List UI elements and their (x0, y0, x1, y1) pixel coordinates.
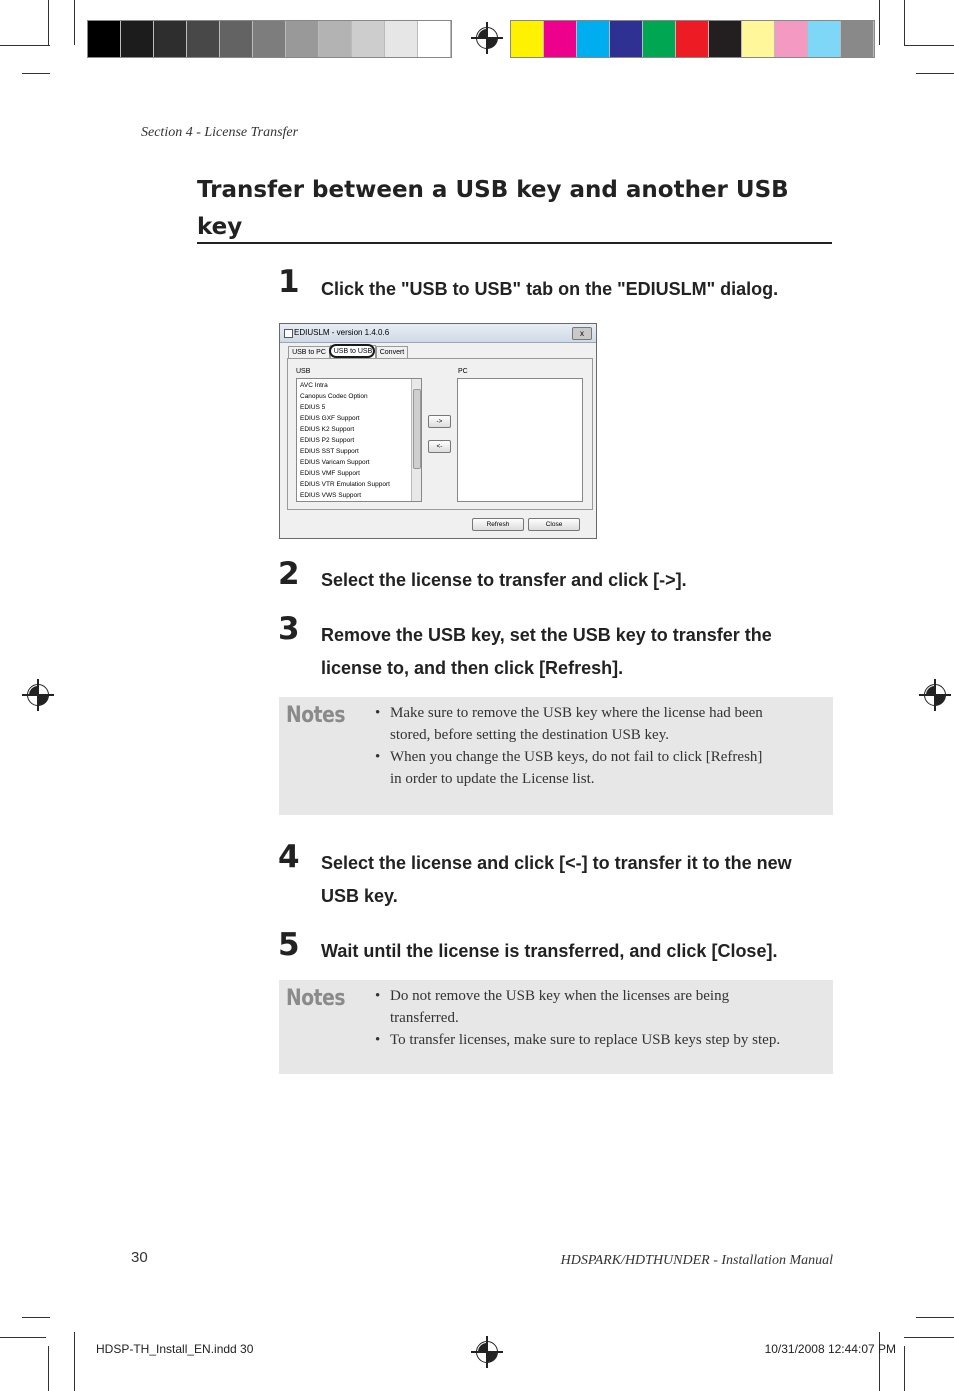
color-swatch (352, 21, 385, 57)
step-text: Select the license to transfer and click [->]. (321, 570, 687, 590)
registration-mark-icon (27, 684, 49, 706)
color-swatch (841, 21, 874, 57)
tab-usb-to-pc[interactable]: USB to PC (288, 346, 330, 359)
color-swatch (643, 21, 676, 57)
crop-mark (74, 0, 75, 45)
crop-mark (74, 1332, 75, 1391)
list-item[interactable]: EDIUS K2 Support (300, 426, 355, 433)
crop-mark (22, 1317, 50, 1318)
title-divider (197, 242, 832, 244)
list-item[interactable]: EDIUS P2 Support (300, 437, 355, 444)
color-swatch (121, 21, 154, 57)
crop-mark (879, 0, 880, 45)
registration-mark-icon (476, 1341, 498, 1363)
manual-title: HDSPARK/HDTHUNDER - Installation Manual (560, 1253, 833, 1268)
pc-license-list[interactable] (457, 378, 583, 502)
color-swatch (253, 21, 286, 57)
color-swatch (286, 21, 319, 57)
bullet-icon: • (375, 749, 381, 765)
process-color-bar (510, 20, 875, 58)
color-swatch (808, 21, 841, 57)
color-swatch (220, 21, 253, 57)
color-swatch (742, 21, 775, 57)
notes-box (279, 697, 833, 815)
list-item[interactable]: EDIUS VWS Support (300, 492, 362, 499)
crop-mark (916, 73, 954, 74)
step-number: 5 (278, 927, 300, 963)
color-swatch (709, 21, 742, 57)
scrollbar-thumb[interactable] (413, 389, 421, 469)
list-item[interactable]: EDIUS VMF Support (300, 470, 360, 477)
bullet-icon: • (375, 705, 381, 721)
highlight-circle (329, 344, 375, 358)
list-item[interactable]: AVC Intra (300, 382, 328, 389)
crop-mark (0, 1337, 46, 1338)
app-icon (284, 329, 293, 338)
dialog-title: EDIUSLM - version 1.4.0.6 (294, 328, 390, 337)
crop-mark (48, 0, 49, 45)
step-number: 1 (278, 264, 300, 300)
color-swatch (511, 21, 544, 57)
crop-mark (904, 45, 954, 46)
close-icon[interactable]: x (572, 327, 592, 340)
crop-mark (916, 1317, 954, 1318)
step-text: Remove the USB key, set the USB key to transfer the license to, and then click [Refresh]. (321, 625, 772, 678)
tab-panel (287, 358, 593, 510)
color-swatch (187, 21, 220, 57)
slug-timestamp: 10/31/2008 12:44:07 PM (764, 1342, 896, 1356)
slug-filename: HDSP-TH_Install_EN.indd 30 (96, 1342, 254, 1356)
step-text: Click the "USB to USB" tab on the "EDIUSLM" dialog. (321, 279, 779, 299)
crop-mark (48, 1346, 49, 1391)
crop-mark (22, 73, 50, 74)
ediuslm-dialog (279, 323, 597, 539)
color-swatch (610, 21, 643, 57)
list-item[interactable]: Canopus Codec Option (300, 393, 368, 400)
color-swatch (319, 21, 352, 57)
color-swatch (418, 21, 451, 57)
dialog-title-bar (280, 324, 596, 343)
crop-mark (904, 0, 905, 45)
grayscale-color-bar (87, 20, 452, 58)
color-swatch (544, 21, 577, 57)
close-button[interactable]: Close (528, 518, 580, 531)
note-text: Make sure to remove the USB key where the license had been stored, before setting the destination USB key. (390, 705, 763, 743)
step-number: 3 (278, 611, 300, 647)
list-item[interactable]: EDIUS VTR Emulation Support (300, 481, 390, 488)
tab-convert[interactable]: Convert (376, 346, 408, 359)
color-swatch (676, 21, 709, 57)
page-number: 30 (131, 1249, 148, 1266)
bullet-icon: • (375, 988, 381, 1004)
color-swatch (88, 21, 121, 57)
list-item[interactable]: EDIUS SST Support (300, 448, 359, 455)
crop-mark (879, 1332, 880, 1391)
note-text: When you change the USB keys, do not fail to click [Refresh] in order to update the License list. (390, 749, 763, 787)
notes-box (279, 980, 833, 1074)
list-item[interactable]: EDIUS Varicam Support (300, 459, 370, 466)
step-number: 2 (278, 556, 300, 592)
registration-mark-icon (476, 27, 498, 49)
step-text: Select the license and click [<-] to transfer it to the new USB key. (321, 853, 792, 906)
notes-label: Notes (286, 986, 346, 1011)
registration-mark-icon (924, 684, 946, 706)
color-swatch (775, 21, 808, 57)
crop-mark (904, 1346, 905, 1391)
crop-mark (904, 1337, 954, 1338)
crop-mark (0, 45, 50, 46)
pc-label: PC (458, 368, 468, 375)
list-item[interactable]: EDIUS 5 (300, 404, 326, 411)
step-text: Wait until the license is transferred, and click [Close]. (321, 941, 778, 961)
page-title: Transfer between a USB key and another USB key (197, 177, 789, 240)
usb-license-list[interactable] (296, 378, 422, 502)
note-text: Do not remove the USB key when the licenses are being transferred. (390, 988, 730, 1026)
color-swatch (154, 21, 187, 57)
section-header: Section 4 - License Transfer (141, 125, 299, 140)
transfer-to-usb-button[interactable]: <- (428, 440, 451, 453)
note-text: To transfer licenses, make sure to replace USB keys step by step. (390, 1032, 781, 1048)
refresh-button[interactable]: Refresh (472, 518, 524, 531)
usb-label: USB (296, 368, 311, 375)
step-number: 4 (278, 839, 300, 875)
color-swatch (385, 21, 418, 57)
scrollbar[interactable] (411, 379, 421, 501)
transfer-to-pc-button[interactable]: -> (428, 415, 451, 428)
color-swatch (577, 21, 610, 57)
tab-usb-to-usb[interactable]: USB to USB (330, 345, 376, 359)
bullet-icon: • (375, 1032, 381, 1048)
list-item[interactable]: EDIUS GXF Support (300, 415, 360, 422)
notes-label: Notes (286, 703, 346, 728)
